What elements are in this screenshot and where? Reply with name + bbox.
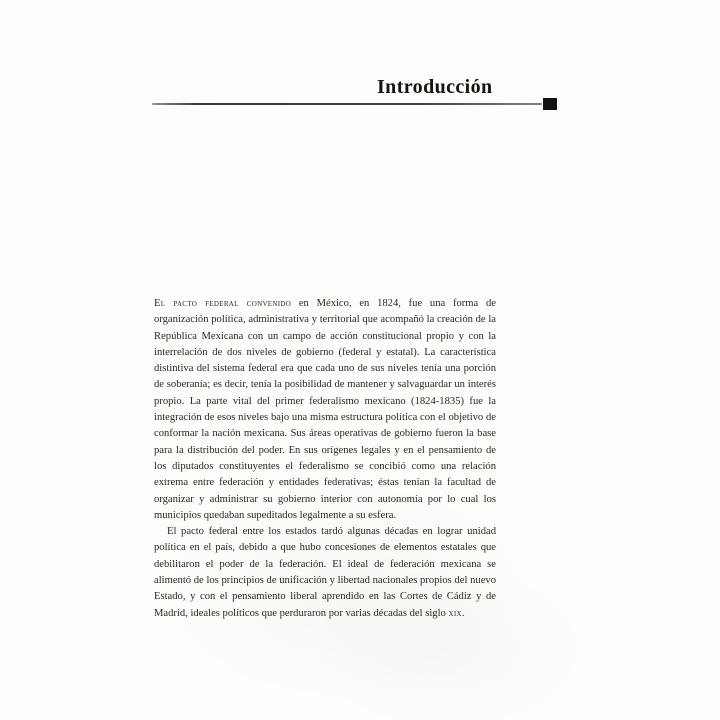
paragraph-2-period: . xyxy=(461,607,465,619)
end-square-ornament xyxy=(543,98,557,110)
lead-in-smallcaps: El pacto federal convenido xyxy=(154,298,292,309)
body-text xyxy=(154,296,496,622)
heading-rule xyxy=(152,103,542,105)
roman-numeral-century: xix xyxy=(448,607,462,619)
paragraph-1 xyxy=(154,296,496,524)
paragraph-2 xyxy=(154,524,496,622)
paragraph-1-text: en México, en 1824, fue una forma de organización política, administrativa y territorial que acompañó la creación de la República Mexicana con un campo de acción constitucional propio y con la interrelación de dos niveles de gobierno (federal y estatal). La característica distintiva del sistema federal era que cada uno de sus niveles tenía una porción de soberanía; es decir, tenía la posibilidad de mantener y salvaguardar un interés propio. La parte vital del primer federalismo mexicano (1824-1835) fue la integración de esos niveles bajo una misma estructura política con el objetivo de conformar la nación mexicana. Sus áreas operativas de gobierno fueron la base para la distribución del poder. En sus orígenes legales y en el pensamiento de los diputados constituyentes el federalismo se concibió como una relación extrema entre federación y entidades federativas; éstas tenían la facultad de organizar y administrar su gobierno interior con autonomía por lo cual los municipios quedaban supeditados legalmente a su esfera. xyxy=(154,298,496,521)
paragraph-2-text: El pacto federal entre los estados tardó algunas décadas en lograr unidad política en el país, debido a que hubo concesiones de elementos estatales que debilitaron el poder de la federación. El ideal de federación mexicana se alimentó de los principios de unificación y libertad nacionales propios del nuevo Estado, y con el pensamiento liberal aprendido en las Cortes de Cádiz y de Madrid, ideales políticos que perduraron por varias décadas del siglo xyxy=(154,526,496,619)
chapter-title: Introducción xyxy=(377,76,493,98)
